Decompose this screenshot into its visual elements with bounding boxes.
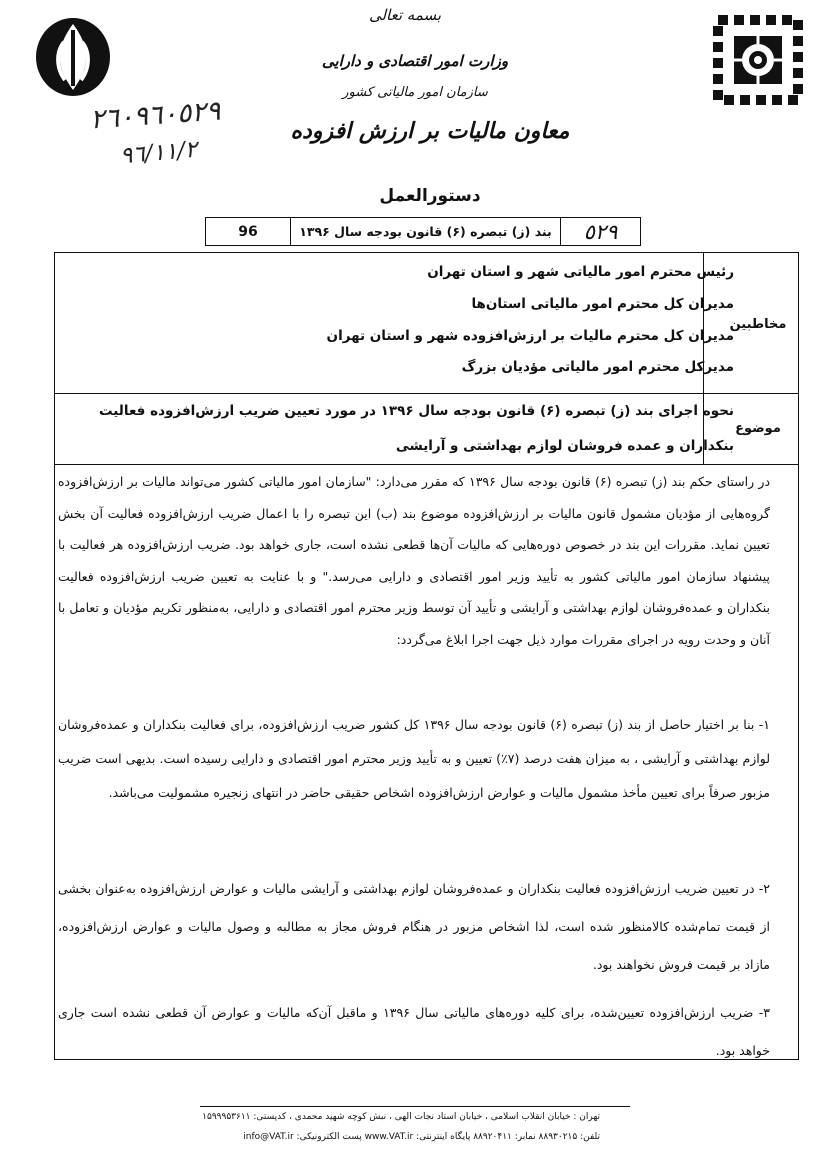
handwritten-letter-date: ٩٦/١١/٢ — [119, 136, 199, 170]
bismillah-heading: بسمه تعالی — [368, 6, 442, 24]
document-year: 96 — [238, 223, 258, 240]
document-subject-reference: بند (ز) تبصره (۶) قانون بودجه سال ۱۳۹۶ — [290, 218, 560, 245]
item-3-paragraph: ۳- ضریب ارزش‌افزوده تعیین‌شده، برای کلیه دوره‌های مالیاتی سال ۱۳۹۶ و ماقبل آن‌که مالیات و عوارض آن قطعی نشده است جاری خواهد بود. — [58, 1005, 770, 1058]
item-2-paragraph: ۲- در تعیین ضریب ارزش‌افزوده فعالیت بنکداران و عمده‌فروشان لوازم بهداشتی و آرایشی مالیات و عوارض ارزش‌افزوده به‌عنوان بخشی از قیمت تمام‌شده کالامنظور شده است، لذا اشخاص مزبور در هنگام فروش مجاز به مطالبه و وصول مالیات و عوارض ارزش‌افزوده، مازاد بر قیمت فروش نخواهند بود. — [58, 881, 770, 972]
addressee-line: مدیرکل محترم امور مالیاتی مؤدیان بزرگ — [461, 359, 734, 375]
item-1-paragraph: ۱- بنا بر اختیار حاصل از بند (ز) تبصره (۶) قانون بودجه سال ۱۳۹۶ کل کشور ضریب ارزش‌افزوده، برای فعالیت بنکداران و عمده‌فروشان لوازم بهداشتی و آرایشی ، به میزان هفت درصد (۷٪) تعیین و به تأیید وزیر محترم امور اقتصادی و دارایی رسیده است. بدیهی است ضریب مزبور صرفاً برای تعیین مأخذ مشمول مالیات و عوارض ارزش‌افزوده اشخاص حقیقی حاضر در انتهای زنجیره مشمولیت می‌باشد. — [58, 717, 770, 800]
addressee-line: رئیس محترم امور مالیاتی شهر و استان تهران — [427, 264, 734, 280]
national-emblem-icon — [34, 16, 112, 98]
organization-name: سازمان امور مالیاتی کشور — [342, 85, 488, 100]
tax-organization-logo-icon — [712, 14, 804, 106]
subject-text: نحوه اجرای بند (ز) تبصره (۶) قانون بودجه سال ۱۳۹۶ در مورد تعیین ضریب ارزش‌افزوده فعالیت بنکداران و عمده فروشان لوازم بهداشتی و آرایشی — [99, 403, 735, 454]
handwritten-letter-number: ٢٦٠٩٦٠٥٢٩ — [89, 95, 222, 136]
addressees-label: مخاطبین — [729, 317, 787, 332]
ministry-name: وزارت امور اقتصادی و دارایی — [321, 52, 509, 70]
document-title: دستورالعمل — [379, 186, 481, 206]
deputy-title: معاون مالیات بر ارزش افزوده — [290, 118, 570, 144]
footer-contacts: تلفن: ۸۸۹۳۰۲۱۵ نمابر: ۸۸۹۲۰۴۱۱ پایگاه اینترنتی: www.VAT.ir پست الکترونیکی: info@VAT.ir — [243, 1132, 600, 1142]
addressee-line: مدیران کل محترم مالیات بر ارزش‌افزوده شهر و استان تهران — [326, 328, 734, 344]
document-number: ٥٢٩ — [560, 218, 640, 245]
row-divider — [55, 464, 798, 465]
subject-label: موضوع — [735, 421, 781, 436]
addressee-line: مدیران کل محترم امور مالیاتی استان‌ها — [471, 296, 734, 312]
footer-address: تهران : خیابان انقلاب اسلامی ، خیابان استاد نجات الهی ، نبش کوچه شهید محمدی ، کدپستی: ۱۵۹۹۹۵۳۶۱۱ — [202, 1112, 600, 1122]
footer-divider — [200, 1106, 630, 1107]
intro-paragraph: در راستای حکم بند (ز) تبصره (۶) قانون بودجه سال ۱۳۹۶ که مقرر می‌دارد: "سازمان امور مالیاتی کشور می‌تواند مالیات بر ارزش‌افزوده گروه‌هایی از مؤدیان مشمول قانون مالیات بر ارزش‌افزوده موضوع بند (ب) این تبصره را با اعمال ضریب ارزش‌افزوده فعالیت آن بخش تعیین نماید. مقررات این بند در خصوص دوره‌هایی که مالیات آن‌ها قطعی نشده است، جاری خواهد بود. ضریب ارزش‌افزوده هر فعالیت با پیشنهاد سازمان امور مالیاتی کشور به تأیید وزیر امور اقتصادی و دارایی می‌رسد." و با عنایت به تعیین ضریب ارزش‌افزوده فعالیت بنکداران و عمده‌فروشان لوازم بهداشتی و آرایشی و تأیید آن توسط وزیر محترم امور اقتصادی و دارایی، به‌منظور تکریم مؤدیان و تعامل با آنان و وحدت رویه در اجرای مقررات موارد ذیل جهت اجرا ابلاغ می‌گردد: — [58, 474, 771, 647]
document-reference-table — [205, 217, 641, 246]
